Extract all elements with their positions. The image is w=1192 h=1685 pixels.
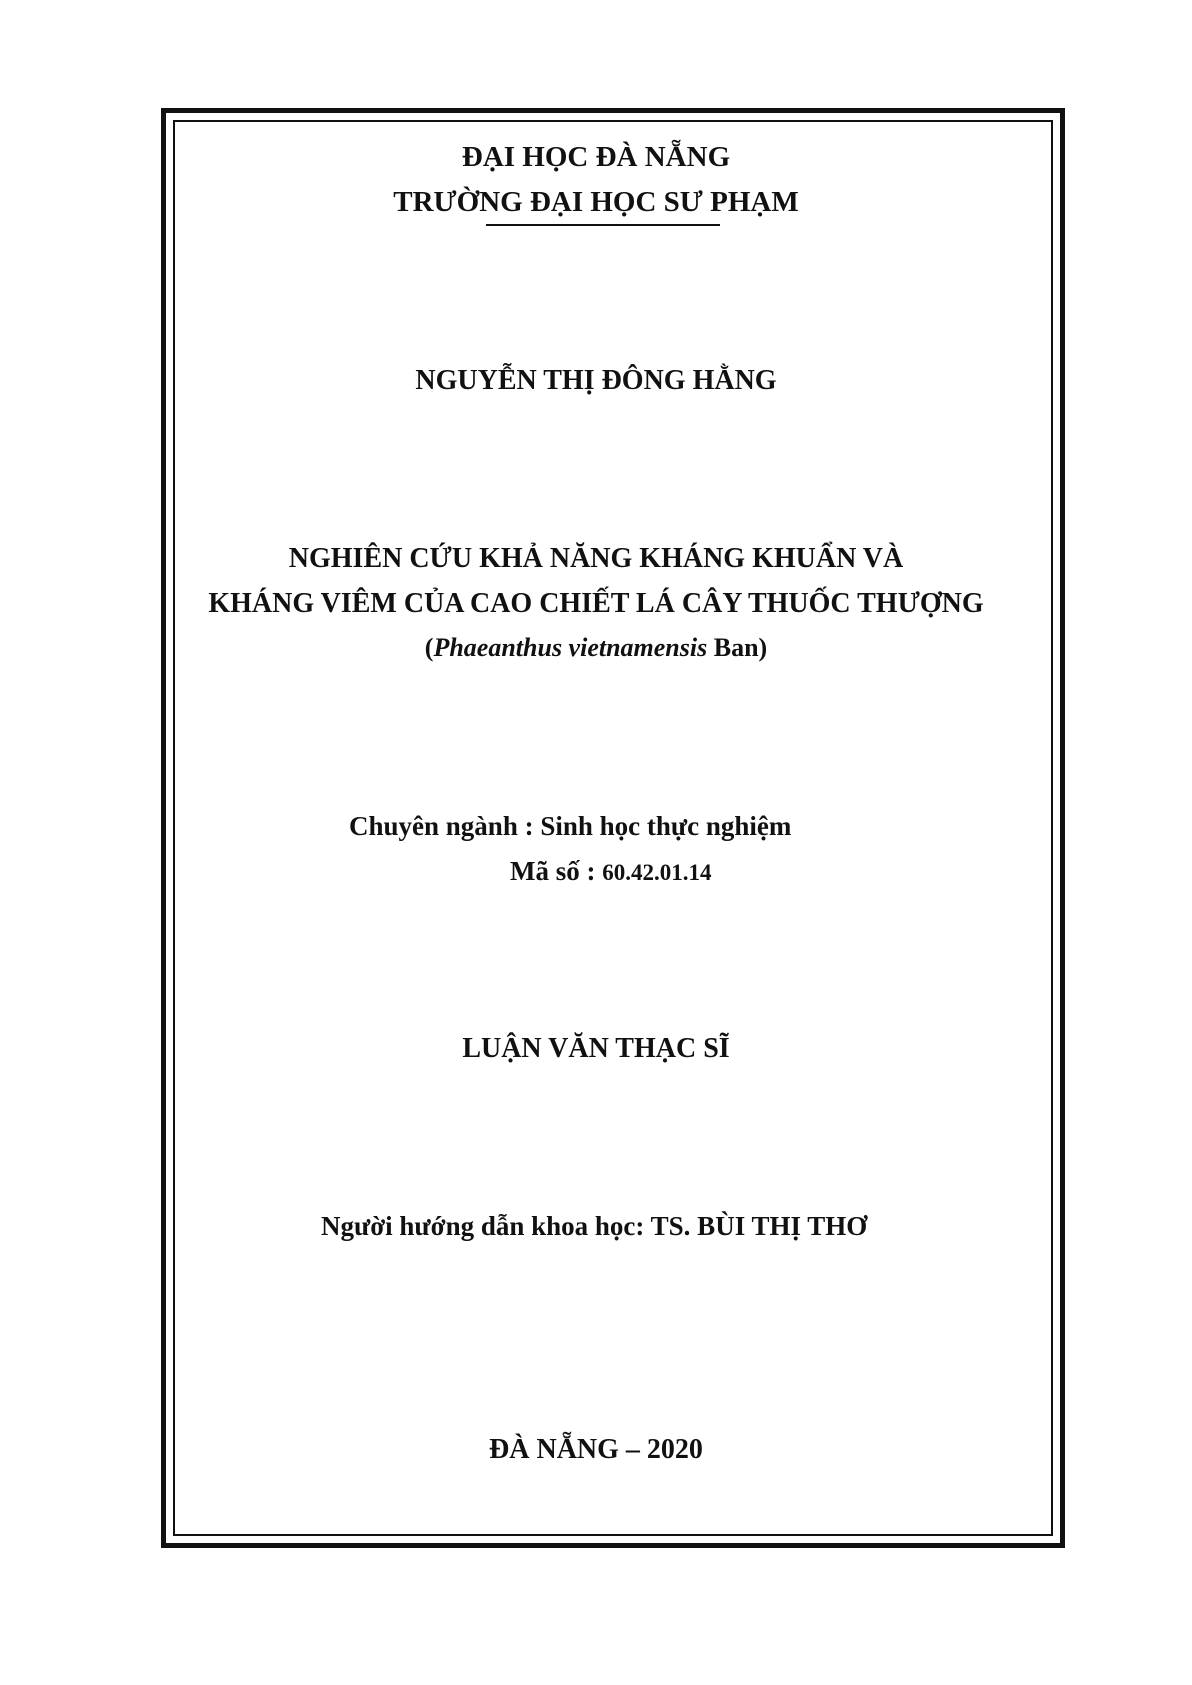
advisor-label: Người hướng dẫn khoa học: xyxy=(321,1211,651,1241)
school-underline xyxy=(486,224,720,226)
thesis-title-species xyxy=(0,635,1192,661)
advisor-line xyxy=(321,1213,867,1240)
code-value: 60.42.01.14 xyxy=(602,860,712,885)
species-scientific-name: Phaeanthus vietnamensis xyxy=(433,633,708,662)
thesis-title-line-1: NGHIÊN CỨU KHẢ NĂNG KHÁNG KHUẨN VÀ xyxy=(288,543,904,574)
major-label: Chuyên ngành : xyxy=(349,811,541,841)
school-name: TRƯỜNG ĐẠI HỌC SƯ PHẠM xyxy=(393,186,799,218)
place-and-year: ĐÀ NẴNG – 2020 xyxy=(489,1434,703,1465)
major-value: Sinh học thực nghiệm xyxy=(540,811,792,841)
major-line xyxy=(349,813,791,840)
species-open-paren: ( xyxy=(424,633,434,662)
thesis-title-line-2: KHÁNG VIÊM CỦA CAO CHIẾT LÁ CÂY THUỐC THƯỢNG xyxy=(208,588,984,619)
degree-type: LUẬN VĂN THẠC SĨ xyxy=(462,1033,730,1064)
author-name: NGUYỄN THỊ ĐÔNG HẰNG xyxy=(415,365,777,396)
code-line xyxy=(510,858,711,885)
university-name: ĐẠI HỌC ĐÀ NẴNG xyxy=(461,141,731,173)
advisor-name: TS. BÙI THỊ THƠ xyxy=(650,1211,868,1241)
species-author: Ban) xyxy=(707,633,768,662)
code-label: Mã số : xyxy=(510,856,603,886)
